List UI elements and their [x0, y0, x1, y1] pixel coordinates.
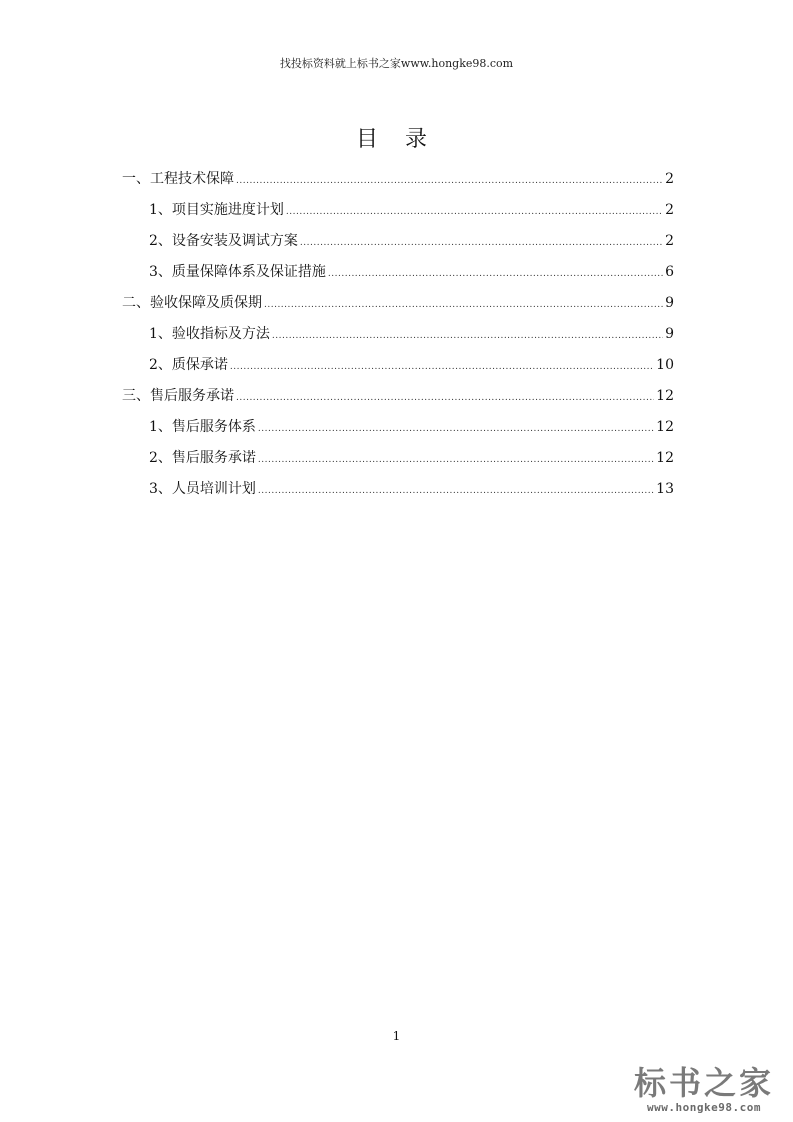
toc-dot-leader: [300, 228, 663, 259]
toc-dot-leader: [258, 414, 654, 445]
toc-entry[interactable]: [122, 164, 674, 195]
toc-entry-page: 13: [656, 481, 674, 497]
toc-entry-label: 1、验收指标及方法: [149, 326, 270, 342]
toc-title: 目 录: [356, 127, 437, 152]
toc-dot-leader: [264, 290, 663, 321]
toc-entry-label: 1、项目实施进度计划: [149, 202, 284, 218]
toc-entry[interactable]: [122, 288, 674, 319]
toc-entry[interactable]: [122, 350, 674, 381]
toc-entry[interactable]: [122, 474, 674, 505]
toc-entry-page: 2: [665, 233, 674, 249]
toc-entry[interactable]: [122, 319, 674, 350]
table-of-contents: [122, 164, 674, 505]
toc-dot-leader: [272, 321, 663, 352]
toc-dot-leader: [286, 197, 663, 228]
toc-entry-page: 10: [656, 357, 674, 373]
toc-entry-label: 三、售后服务承诺: [122, 388, 234, 404]
toc-dot-leader: [258, 445, 654, 476]
watermark-logo: [629, 1065, 779, 1114]
toc-entry-label: 3、人员培训计划: [149, 481, 256, 497]
toc-entry-page: 2: [665, 202, 674, 218]
watermark-url: www.hongke98.com: [647, 1101, 761, 1114]
header-note: 找投标资料就上标书之家www.hongke98.com: [279, 57, 514, 70]
toc-dot-leader: [236, 383, 654, 414]
toc-entry-label: 一、工程技术保障: [122, 171, 234, 187]
toc-entry-label: 二、验收保障及质保期: [122, 295, 262, 311]
toc-entry[interactable]: [122, 412, 674, 443]
toc-entry-page: 2: [665, 171, 674, 187]
toc-entry-page: 9: [665, 326, 674, 342]
toc-entry-label: 2、售后服务承诺: [149, 450, 256, 466]
toc-entry-page: 6: [665, 264, 674, 280]
toc-entry[interactable]: [122, 257, 674, 288]
watermark-logo-text: 标书之家: [633, 1064, 774, 1102]
toc-entry[interactable]: [122, 226, 674, 257]
page-number: 1: [392, 1029, 401, 1043]
toc-entry-label: 3、质量保障体系及保证措施: [149, 264, 326, 280]
toc-entry[interactable]: [122, 381, 674, 412]
toc-entry-page: 12: [656, 419, 674, 435]
toc-entry-page: 12: [656, 450, 674, 466]
toc-entry-page: 12: [656, 388, 674, 404]
toc-entry-label: 2、设备安装及调试方案: [149, 233, 298, 249]
toc-entry-label: 1、售后服务体系: [149, 419, 256, 435]
toc-dot-leader: [258, 476, 654, 507]
toc-entry[interactable]: [122, 443, 674, 474]
toc-dot-leader: [230, 352, 654, 383]
toc-dot-leader: [328, 259, 663, 290]
toc-entry-label: 2、质保承诺: [149, 357, 228, 373]
toc-entry-page: 9: [665, 295, 674, 311]
toc-entry[interactable]: [122, 195, 674, 226]
toc-dot-leader: [236, 166, 663, 197]
